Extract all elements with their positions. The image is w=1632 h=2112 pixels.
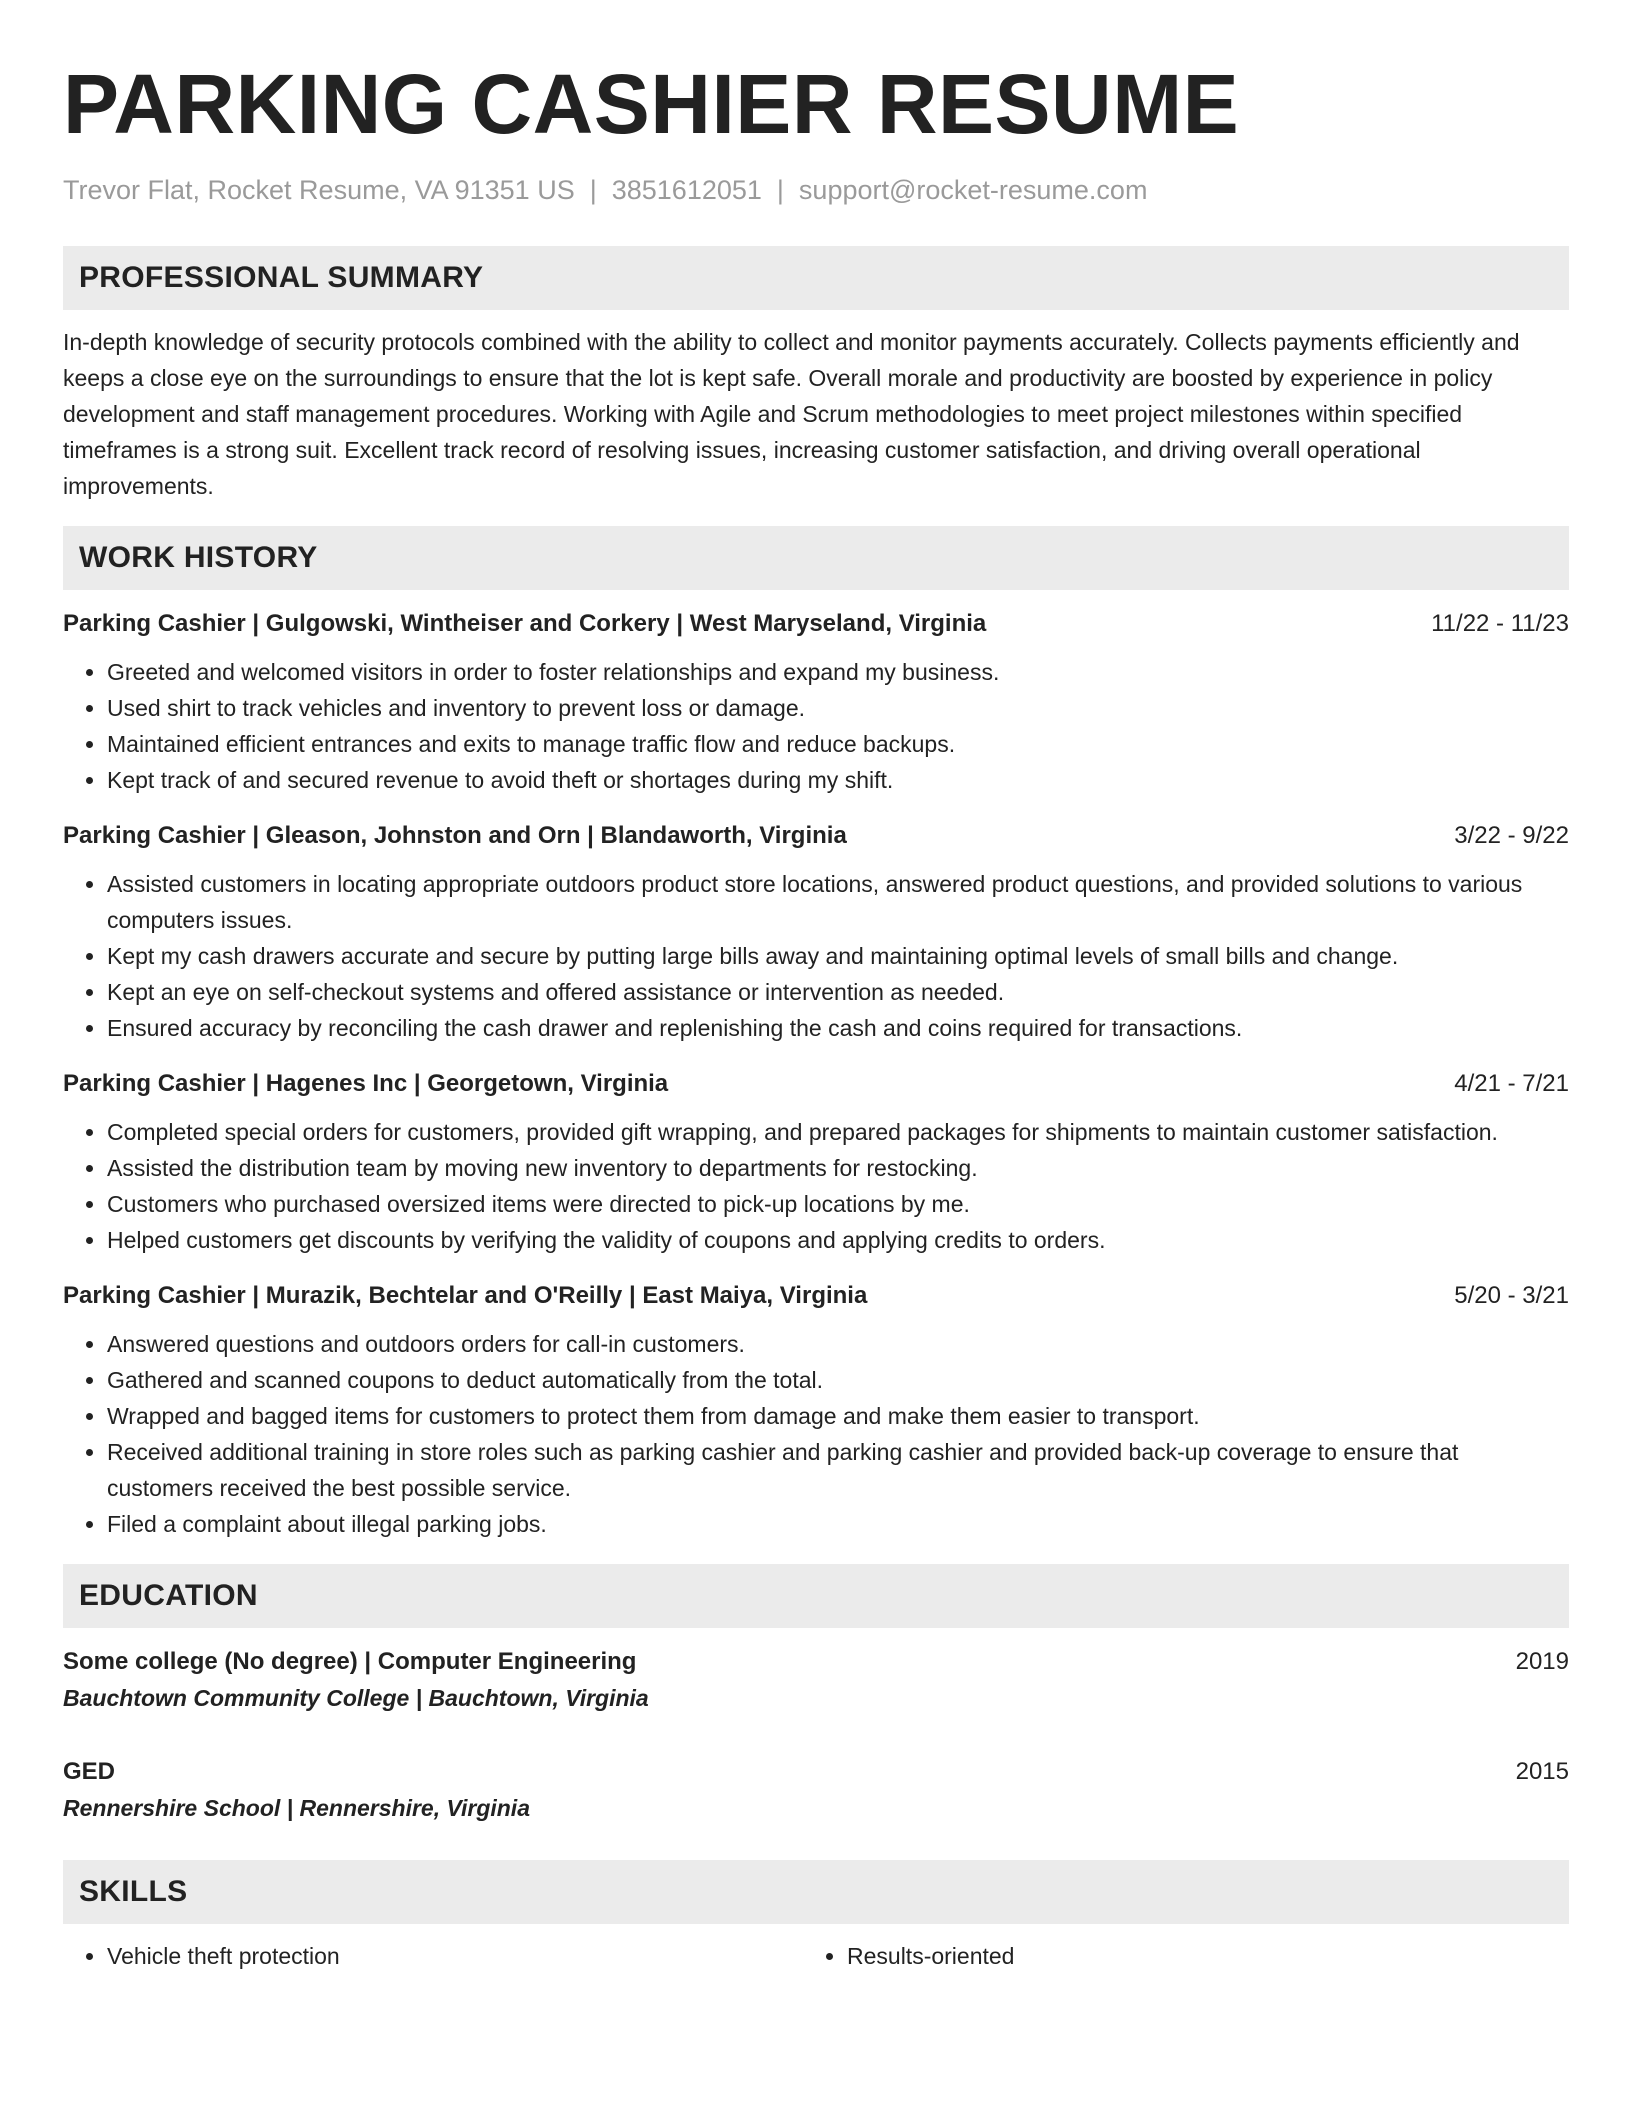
skills-heading: SKILLS	[63, 1860, 1569, 1924]
education-degree: GED	[63, 1758, 116, 1785]
contact-email: support@rocket-resume.com	[798, 175, 1148, 205]
education-header	[63, 1644, 1569, 1680]
job-entry	[63, 1068, 1569, 1258]
job-dates: 4/21 - 7/21	[1454, 1070, 1569, 1097]
job-entry	[63, 608, 1569, 798]
job-bullet: • Maintained efficient entrances and exits to manage traffic flow and reduce backups.	[107, 726, 1569, 762]
job-header	[63, 1280, 1569, 1312]
contact-address: Trevor Flat, Rocket Resume, VA 91351 US	[63, 175, 575, 205]
job-bullet: • Kept an eye on self-checkout systems and offered assistance or intervention as needed.	[107, 974, 1569, 1010]
job-bullet: • Completed special orders for customers, provided gift wrapping, and prepared packages for shipments to maintain customer satisfaction.	[107, 1114, 1569, 1150]
job-bullet: • Used shirt to track vehicles and inventory to prevent loss or damage.	[107, 690, 1569, 726]
job-bullet: • Filed a complaint about illegal parking jobs.	[107, 1506, 1569, 1542]
job-entry	[63, 820, 1569, 1046]
contact-separator: |	[589, 175, 597, 205]
job-header	[63, 1068, 1569, 1100]
education-entry	[63, 1754, 1569, 1826]
contact-separator: |	[776, 175, 784, 205]
job-entry	[63, 1280, 1569, 1542]
job-dates: 11/22 - 11/23	[1431, 610, 1569, 637]
skill-item: • Vehicle theft protection	[107, 1938, 803, 1974]
job-title: Parking Cashier | Murazik, Bechtelar and O'Reilly | East Maiya, Virginia	[63, 1282, 868, 1309]
skills-bullets	[63, 1938, 803, 1974]
skills-column	[63, 1938, 803, 1974]
skill-item: • Results-oriented	[847, 1938, 1014, 1974]
job-bullet: • Greeted and welcomed visitors in order to foster relationships and expand my business.	[107, 654, 1569, 690]
job-bullet: • Wrapped and bagged items for customers to protect them from damage and make them easier to transport.	[107, 1398, 1569, 1434]
education-school: Bauchtown Community College | Bauchtown, Virginia	[63, 1685, 649, 1711]
summary-heading: PROFESSIONAL SUMMARY	[63, 246, 1569, 310]
job-bullet: • Answered questions and outdoors orders for call-in customers.	[107, 1326, 1569, 1362]
job-title: Parking Cashier | Hagenes Inc | Georgetown, Virginia	[63, 1070, 669, 1097]
job-bullet: • Kept my cash drawers accurate and secure by putting large bills away and maintaining optimal levels of small bills and change.	[107, 938, 1569, 974]
skills-column	[803, 1938, 1014, 1974]
contact-phone: 3851612051	[611, 175, 762, 205]
job-bullet: • Assisted customers in locating appropriate outdoors product store locations, answered product questions, and provided solutions to various computers issues.	[107, 866, 1569, 938]
job-title: Parking Cashier | Gleason, Johnston and Orn | Blandaworth, Virginia	[63, 822, 847, 849]
job-bullet: • Customers who purchased oversized items were directed to pick-up locations by me.	[107, 1186, 1569, 1222]
job-bullet: • Gathered and scanned coupons to deduct automatically from the total.	[107, 1362, 1569, 1398]
education-entry	[63, 1644, 1569, 1716]
job-header	[63, 820, 1569, 852]
work-history-heading: WORK HISTORY	[63, 526, 1569, 590]
job-header	[63, 608, 1569, 640]
job-dates: 3/22 - 9/22	[1454, 822, 1569, 849]
job-bullet: • Helped customers get discounts by verifying the validity of coupons and applying credits to orders.	[107, 1222, 1569, 1258]
job-bullet: • Kept track of and secured revenue to avoid theft or shortages during my shift.	[107, 762, 1569, 798]
job-bullet: • Received additional training in store roles such as parking cashier and parking cashier and provided back-up coverage to ensure that customers received the best possible service.	[107, 1434, 1569, 1506]
education-year: 2019	[1515, 1648, 1569, 1675]
education-school: Rennershire School | Rennershire, Virginia	[63, 1795, 530, 1821]
education-degree: Some college (No degree) | Computer Engineering	[63, 1648, 637, 1675]
job-bullets	[63, 866, 1569, 1046]
job-bullet: • Assisted the distribution team by moving new inventory to departments for restocking.	[107, 1150, 1569, 1186]
education-header	[63, 1754, 1569, 1790]
job-dates: 5/20 - 3/21	[1454, 1282, 1569, 1309]
summary-text: In-depth knowledge of security protocols combined with the ability to collect and monitor payments accurately. Collects payments efficiently and keeps a close eye on the surroundings to ensure that the lot is kept safe. Overall morale and productivity are boosted by experience in policy development and staff management procedures. Working with Agile and Scrum methodologies to meet project milestones within specified timeframes is a strong suit. Excellent track record of resolving issues, increasing customer satisfaction, and driving overall operational improvements.	[63, 329, 1520, 499]
job-bullets	[63, 1114, 1569, 1258]
job-bullets	[63, 654, 1569, 798]
skills-list	[63, 1938, 1569, 1974]
education-heading: EDUCATION	[63, 1564, 1569, 1628]
job-bullets	[63, 1326, 1569, 1542]
job-title: Parking Cashier | Gulgowski, Wintheiser and Corkery | West Maryseland, Virginia	[63, 610, 987, 637]
skills-bullets	[803, 1938, 1014, 1974]
education-year: 2015	[1515, 1758, 1569, 1785]
contact-line	[63, 172, 1569, 208]
job-bullet: • Ensured accuracy by reconciling the cash drawer and replenishing the cash and coins required for transactions.	[107, 1010, 1569, 1046]
resume-title: PARKING CASHIER RESUME	[63, 57, 1240, 151]
